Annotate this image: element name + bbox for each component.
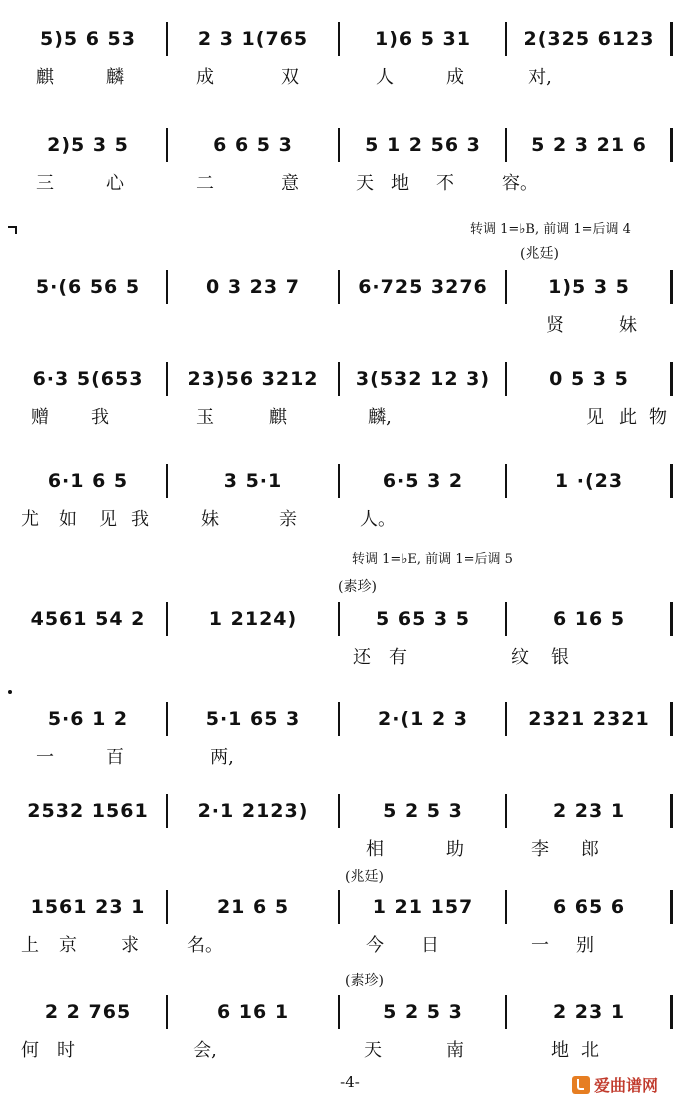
barline <box>670 995 673 1029</box>
barline <box>670 464 673 498</box>
lyric: 求 <box>121 935 139 956</box>
measure: 1 ·(23 <box>554 470 624 492</box>
barline <box>505 602 507 636</box>
lyrics-line <box>0 172 700 196</box>
music-note-icon <box>572 1076 590 1094</box>
lyric: 郎 <box>581 839 599 860</box>
lyric: 我 <box>91 407 109 428</box>
lyric: 麟, <box>368 407 392 428</box>
barline <box>670 362 673 396</box>
measure: 5 2 5 3 <box>383 1001 463 1023</box>
measure: 5)5 6 53 <box>39 28 136 50</box>
barline <box>505 464 507 498</box>
barline <box>338 794 340 828</box>
lyric: 此 <box>619 407 637 428</box>
lyric: 名。 <box>187 935 223 956</box>
measure: 2·1 2123) <box>197 800 309 822</box>
barline <box>338 995 340 1029</box>
lyric: 双 <box>281 67 299 88</box>
lyric: 相 <box>366 839 384 860</box>
lyrics-line <box>0 314 700 338</box>
lyric: 地 <box>551 1040 569 1061</box>
lyrics-line <box>0 646 700 670</box>
measure: 5·1 65 3 <box>205 708 301 730</box>
barline <box>166 794 168 828</box>
measure: 2321 2321 <box>528 708 650 730</box>
barline <box>505 270 507 304</box>
barline <box>166 890 168 924</box>
measure: 0 5 3 5 <box>549 368 629 390</box>
role-label: (素珍) <box>345 973 384 989</box>
lyric: 对, <box>528 67 552 88</box>
measure: 2 23 1 <box>552 1001 626 1023</box>
lyric: 我 <box>131 509 149 530</box>
lyric: 李 <box>531 839 549 860</box>
measure: 2·(1 2 3 <box>377 708 468 730</box>
barline <box>338 270 340 304</box>
lyrics-line <box>0 1039 700 1063</box>
barline <box>505 995 507 1029</box>
lyric: 赠 <box>31 407 49 428</box>
lyric: 不 <box>436 173 454 194</box>
lyrics-line <box>0 66 700 90</box>
lyric: 百 <box>106 747 124 768</box>
lyric: 纹 <box>511 647 529 668</box>
breath-mark <box>8 690 12 694</box>
lyric: 日 <box>421 935 439 956</box>
measure: 2532 1561 <box>27 800 149 822</box>
lyric: 上 <box>21 935 39 956</box>
repeat-start-mark <box>8 226 17 228</box>
measure: 2 2 765 <box>44 1001 132 1023</box>
page-number: -4- <box>340 1073 360 1091</box>
measure: 1561 23 1 <box>30 896 146 918</box>
lyric: 地 <box>391 173 409 194</box>
lyric: 天 <box>356 173 374 194</box>
lyrics-line <box>0 406 700 430</box>
measure: 4561 54 2 <box>30 608 146 630</box>
lyric: 助 <box>446 839 464 860</box>
measure: 5 1 2 56 3 <box>365 134 481 156</box>
measure: 2(325 6123 <box>523 28 655 50</box>
lyric: 物 <box>649 407 667 428</box>
barline <box>338 702 340 736</box>
lyric: 还 <box>353 647 371 668</box>
role-label: (兆廷) <box>345 869 384 885</box>
lyrics-line <box>0 746 700 770</box>
lyric: 见 <box>99 509 117 530</box>
barline <box>505 128 507 162</box>
barline <box>166 362 168 396</box>
lyric: 今 <box>366 935 384 956</box>
barline <box>670 794 673 828</box>
measure: 6 65 6 <box>552 896 626 918</box>
lyric: 北 <box>581 1040 599 1061</box>
measure: 2 23 1 <box>552 800 626 822</box>
lyric: 玉 <box>196 407 214 428</box>
key-change-note: 转调 1=♭B, 前调 1=后调 4 <box>470 222 631 237</box>
barline <box>166 464 168 498</box>
measure: 5 65 3 5 <box>376 608 470 630</box>
role-label: (兆廷) <box>520 246 559 262</box>
barline <box>670 270 673 304</box>
barline <box>505 702 507 736</box>
lyric: 如 <box>59 509 77 530</box>
barline <box>505 794 507 828</box>
measure: 21 6 5 <box>216 896 290 918</box>
lyric: 一 <box>531 935 549 956</box>
lyric: 亲 <box>279 509 297 530</box>
measure: 2)5 3 5 <box>47 134 129 156</box>
lyric: 三 <box>36 173 54 194</box>
barline <box>670 128 673 162</box>
measure: 23)56 3212 <box>187 368 319 390</box>
lyrics-line <box>0 934 700 958</box>
barline <box>338 602 340 636</box>
lyric: 心 <box>106 173 124 194</box>
measure: 3 5·1 <box>223 470 283 492</box>
measure: 5·6 1 2 <box>47 708 129 730</box>
measure: 5·(6 56 5 <box>35 276 141 298</box>
measure: 6 16 1 <box>216 1001 290 1023</box>
measure: 0 3 23 7 <box>206 276 300 298</box>
barline <box>166 602 168 636</box>
measure: 6·5 3 2 <box>382 470 464 492</box>
measure: 1 2124) <box>208 608 298 630</box>
barline <box>505 22 507 56</box>
measure: 6·1 6 5 <box>47 470 129 492</box>
site-watermark <box>572 1073 658 1096</box>
measure: 1 21 157 <box>372 896 474 918</box>
lyric: 尤 <box>21 509 39 530</box>
lyric: 见 <box>586 407 604 428</box>
measure: 1)5 3 5 <box>548 276 630 298</box>
barline <box>338 464 340 498</box>
lyric: 容。 <box>502 173 538 194</box>
lyric: 成 <box>196 67 214 88</box>
barline <box>338 22 340 56</box>
barline <box>338 362 340 396</box>
lyrics-line <box>0 838 700 862</box>
barline <box>166 270 168 304</box>
barline <box>338 128 340 162</box>
lyric: 人。 <box>360 509 396 530</box>
barline <box>670 602 673 636</box>
lyrics-line <box>0 508 700 532</box>
measure: 2 3 1(765 <box>197 28 309 50</box>
barline <box>166 22 168 56</box>
lyric: 贤 <box>546 315 564 336</box>
barline <box>505 890 507 924</box>
lyric: 有 <box>389 647 407 668</box>
key-change-note: 转调 1=♭E, 前调 1=后调 5 <box>352 552 513 567</box>
lyric: 麟 <box>106 67 124 88</box>
measure: 1)6 5 31 <box>374 28 471 50</box>
barline <box>505 362 507 396</box>
lyric: 麒 <box>36 67 54 88</box>
barline <box>338 890 340 924</box>
barline <box>166 128 168 162</box>
lyric: 京 <box>59 935 77 956</box>
lyric: 意 <box>281 173 299 194</box>
lyric: 银 <box>551 647 569 668</box>
barline <box>670 22 673 56</box>
lyric: 时 <box>57 1040 75 1061</box>
barline <box>166 702 168 736</box>
measure: 6·725 3276 <box>358 276 488 298</box>
barline <box>166 995 168 1029</box>
measure: 6 6 5 3 <box>213 134 293 156</box>
lyric: 会, <box>193 1040 217 1061</box>
lyric: 人 <box>376 67 394 88</box>
lyric: 天 <box>364 1040 382 1061</box>
barline <box>670 890 673 924</box>
lyric: 两, <box>210 747 234 768</box>
measure: 5 2 3 21 6 <box>531 134 647 156</box>
measure: 6 16 5 <box>552 608 626 630</box>
measure: 6·3 5(653 <box>32 368 144 390</box>
watermark-text: 爱曲谱网 <box>594 1076 659 1095</box>
measure: 3(532 12 3) <box>355 368 491 390</box>
lyric: 一 <box>36 747 54 768</box>
barline <box>670 702 673 736</box>
lyric: 麒 <box>269 407 287 428</box>
lyric: 南 <box>446 1040 464 1061</box>
lyric: 二 <box>196 173 214 194</box>
lyric: 妹 <box>619 315 637 336</box>
lyric: 别 <box>576 935 594 956</box>
lyric: 妹 <box>201 509 219 530</box>
role-label: (素珍) <box>338 579 377 595</box>
lyric: 成 <box>446 67 464 88</box>
measure: 5 2 5 3 <box>383 800 463 822</box>
lyric: 何 <box>21 1040 39 1061</box>
